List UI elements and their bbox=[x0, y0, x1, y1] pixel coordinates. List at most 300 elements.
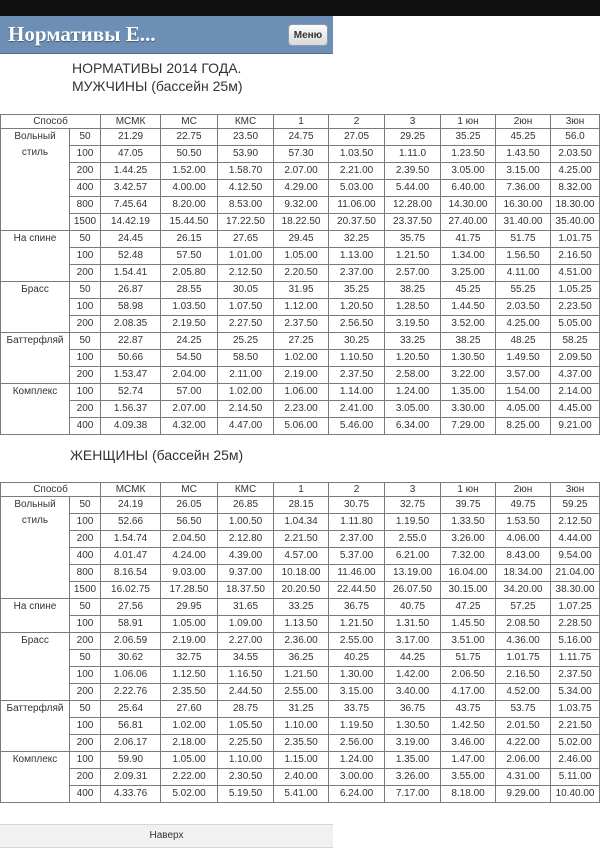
time-cell: 2.57.00 bbox=[385, 265, 441, 282]
table-row bbox=[1, 163, 600, 180]
stroke-name-cell: Баттерфляй bbox=[1, 333, 70, 384]
time-cell: 3.05.00 bbox=[441, 163, 496, 180]
time-cell: 1.05.50 bbox=[218, 718, 274, 735]
time-cell: 2.36.00 bbox=[274, 633, 329, 650]
time-cell: 2.06.59 bbox=[101, 633, 161, 650]
time-cell: 20.20.50 bbox=[274, 582, 329, 599]
time-cell: 2.37.00 bbox=[329, 531, 385, 548]
time-cell: 1.12.50 bbox=[161, 667, 218, 684]
time-cell: 2.06.00 bbox=[496, 752, 551, 769]
time-cell: 7.32.00 bbox=[441, 548, 496, 565]
time-cell: 24.19 bbox=[101, 497, 161, 514]
time-cell: 2.16.50 bbox=[496, 667, 551, 684]
app-header bbox=[0, 16, 333, 54]
time-cell: 28.75 bbox=[218, 701, 274, 718]
time-cell: 18.30.00 bbox=[551, 197, 600, 214]
time-cell: 38.25 bbox=[385, 282, 441, 299]
distance-cell: 100 bbox=[70, 384, 101, 401]
distance-cell: 200 bbox=[70, 265, 101, 282]
time-cell: 26.15 bbox=[161, 231, 218, 248]
stroke-name-cell: Баттерфляй bbox=[1, 701, 70, 752]
time-cell: 5.34.00 bbox=[551, 684, 600, 701]
table-row bbox=[1, 548, 600, 565]
time-cell: 1.07.25 bbox=[551, 599, 600, 616]
time-cell: 33.75 bbox=[329, 701, 385, 718]
time-cell: 31.95 bbox=[274, 282, 329, 299]
time-cell: 52.74 bbox=[101, 384, 161, 401]
time-cell: 2.44.50 bbox=[218, 684, 274, 701]
time-cell: 4.39.00 bbox=[218, 548, 274, 565]
column-header: 2 bbox=[329, 115, 385, 129]
time-cell: 1.53.47 bbox=[101, 367, 161, 384]
table-row bbox=[1, 214, 600, 231]
time-cell: 1.12.00 bbox=[274, 299, 329, 316]
time-cell: 1.14.00 bbox=[329, 384, 385, 401]
time-cell: 26.07.50 bbox=[385, 582, 441, 599]
table-row bbox=[1, 350, 600, 367]
time-cell: 2.27.00 bbox=[218, 633, 274, 650]
time-cell: 3.19.00 bbox=[385, 735, 441, 752]
time-cell: 1.10.50 bbox=[329, 350, 385, 367]
time-cell: 1.15.00 bbox=[274, 752, 329, 769]
time-cell: 16.04.00 bbox=[441, 565, 496, 582]
distance-cell: 100 bbox=[70, 350, 101, 367]
time-cell: 56.81 bbox=[101, 718, 161, 735]
time-cell: 30.05 bbox=[218, 282, 274, 299]
column-header: 1 юн bbox=[441, 115, 496, 129]
time-cell: 30.25 bbox=[329, 333, 385, 350]
time-cell: 45.25 bbox=[496, 129, 551, 146]
column-header: Способ bbox=[1, 483, 101, 497]
time-cell: 58.25 bbox=[551, 333, 600, 350]
time-cell: 2.21.50 bbox=[274, 531, 329, 548]
time-cell: 3.19.50 bbox=[385, 316, 441, 333]
time-cell: 2.41.00 bbox=[329, 401, 385, 418]
time-cell: 4.33.76 bbox=[101, 786, 161, 803]
time-cell: 1.30.00 bbox=[329, 667, 385, 684]
time-cell: 1.54.74 bbox=[101, 531, 161, 548]
time-cell: 2.21.00 bbox=[329, 163, 385, 180]
time-cell: 4.47.00 bbox=[218, 418, 274, 435]
time-cell: 1.03.50 bbox=[329, 146, 385, 163]
time-cell: 1.44.25 bbox=[101, 163, 161, 180]
time-cell: 36.25 bbox=[274, 650, 329, 667]
table-row bbox=[1, 599, 600, 616]
time-cell: 59.90 bbox=[101, 752, 161, 769]
time-cell: 3.00.00 bbox=[329, 769, 385, 786]
men-table-header bbox=[1, 115, 600, 129]
time-cell: 57.25 bbox=[496, 599, 551, 616]
time-cell: 7.36.00 bbox=[496, 180, 551, 197]
distance-cell: 400 bbox=[70, 418, 101, 435]
time-cell: 5.05.00 bbox=[551, 316, 600, 333]
time-cell: 2.19.00 bbox=[274, 367, 329, 384]
distance-cell: 50 bbox=[70, 701, 101, 718]
time-cell: 1.11.75 bbox=[551, 650, 600, 667]
time-cell: 1.42.50 bbox=[441, 718, 496, 735]
table-row bbox=[1, 684, 600, 701]
time-cell: 8.18.00 bbox=[441, 786, 496, 803]
time-cell: 2.23.00 bbox=[274, 401, 329, 418]
table-row bbox=[1, 786, 600, 803]
table-row bbox=[1, 769, 600, 786]
distance-cell: 100 bbox=[70, 248, 101, 265]
time-cell: 3.25.00 bbox=[441, 265, 496, 282]
column-header: КМС bbox=[218, 115, 274, 129]
time-cell: 29.95 bbox=[161, 599, 218, 616]
distance-cell: 800 bbox=[70, 197, 101, 214]
time-cell: 24.25 bbox=[161, 333, 218, 350]
table-row bbox=[1, 197, 600, 214]
time-cell: 3.46.00 bbox=[441, 735, 496, 752]
stroke-name-cell: Вольный стиль bbox=[1, 129, 70, 231]
time-cell: 1.10.00 bbox=[274, 718, 329, 735]
time-cell: 3.26.00 bbox=[441, 531, 496, 548]
time-cell: 24.75 bbox=[274, 129, 329, 146]
table-row bbox=[1, 752, 600, 769]
time-cell: 52.66 bbox=[101, 514, 161, 531]
time-cell: 1.23.50 bbox=[441, 146, 496, 163]
stroke-name-cell: На спине bbox=[1, 231, 70, 282]
time-cell: 2.55.00 bbox=[274, 684, 329, 701]
time-cell: 1.02.00 bbox=[218, 384, 274, 401]
time-cell: 2.05.80 bbox=[161, 265, 218, 282]
time-cell: 2.04.00 bbox=[161, 367, 218, 384]
time-cell: 32.75 bbox=[161, 650, 218, 667]
time-cell: 31.65 bbox=[218, 599, 274, 616]
time-cell: 4.09.38 bbox=[101, 418, 161, 435]
time-cell: 1.35.00 bbox=[441, 384, 496, 401]
time-cell: 4.29.00 bbox=[274, 180, 329, 197]
column-header: 3юн bbox=[551, 483, 600, 497]
time-cell: 15.44.50 bbox=[161, 214, 218, 231]
time-cell: 27.40.00 bbox=[441, 214, 496, 231]
time-cell: 4.52.00 bbox=[496, 684, 551, 701]
time-cell: 27.25 bbox=[274, 333, 329, 350]
time-cell: 1.30.50 bbox=[441, 350, 496, 367]
table-row bbox=[1, 384, 600, 401]
distance-cell: 100 bbox=[70, 752, 101, 769]
time-cell: 4.17.00 bbox=[441, 684, 496, 701]
time-cell: 4.45.00 bbox=[551, 401, 600, 418]
time-cell: 27.05 bbox=[329, 129, 385, 146]
time-cell: 3.30.00 bbox=[441, 401, 496, 418]
women-norms-table bbox=[0, 482, 600, 803]
column-header: 3 bbox=[385, 483, 441, 497]
time-cell: 2.19.50 bbox=[161, 316, 218, 333]
distance-cell: 50 bbox=[70, 333, 101, 350]
time-cell: 1.28.50 bbox=[385, 299, 441, 316]
page-title: Нормативы Е... bbox=[8, 22, 156, 46]
time-cell: 4.24.00 bbox=[161, 548, 218, 565]
time-cell: 53.90 bbox=[218, 146, 274, 163]
table-row bbox=[1, 650, 600, 667]
time-cell: 23.50 bbox=[218, 129, 274, 146]
time-cell: 2.18.00 bbox=[161, 735, 218, 752]
time-cell: 35.25 bbox=[329, 282, 385, 299]
time-cell: 4.05.00 bbox=[496, 401, 551, 418]
time-cell: 41.75 bbox=[441, 231, 496, 248]
time-cell: 20.37.50 bbox=[329, 214, 385, 231]
time-cell: 1.03.75 bbox=[551, 701, 600, 718]
time-cell: 51.75 bbox=[496, 231, 551, 248]
time-cell: 47.25 bbox=[441, 599, 496, 616]
time-cell: 58.98 bbox=[101, 299, 161, 316]
table-row bbox=[1, 497, 600, 514]
time-cell: 17.28.50 bbox=[161, 582, 218, 599]
time-cell: 3.05.00 bbox=[385, 401, 441, 418]
table-row bbox=[1, 735, 600, 752]
time-cell: 1.11.0 bbox=[385, 146, 441, 163]
table-row bbox=[1, 367, 600, 384]
time-cell: 1.24.00 bbox=[329, 752, 385, 769]
time-cell: 2.07.00 bbox=[161, 401, 218, 418]
time-cell: 1.31.50 bbox=[385, 616, 441, 633]
women-section-title: ЖЕНЩИНЫ (бассейн 25м) bbox=[70, 447, 244, 463]
time-cell: 1.44.50 bbox=[441, 299, 496, 316]
distance-cell: 50 bbox=[70, 599, 101, 616]
table-row bbox=[1, 146, 600, 163]
menu-button[interactable]: Меню bbox=[288, 24, 328, 46]
time-cell: 9.29.00 bbox=[496, 786, 551, 803]
time-cell: 1.05.25 bbox=[551, 282, 600, 299]
time-cell: 47.05 bbox=[101, 146, 161, 163]
time-cell: 6.21.00 bbox=[385, 548, 441, 565]
time-cell: 4.11.00 bbox=[496, 265, 551, 282]
table-row bbox=[1, 231, 600, 248]
time-cell: 39.75 bbox=[441, 497, 496, 514]
table-row bbox=[1, 531, 600, 548]
time-cell: 5.46.00 bbox=[329, 418, 385, 435]
time-cell: 57.50 bbox=[161, 248, 218, 265]
time-cell: 5.02.00 bbox=[161, 786, 218, 803]
table-row bbox=[1, 282, 600, 299]
time-cell: 2.37.50 bbox=[329, 367, 385, 384]
table-row bbox=[1, 265, 600, 282]
time-cell: 2.12.50 bbox=[218, 265, 274, 282]
distance-cell: 400 bbox=[70, 786, 101, 803]
time-cell: 28.15 bbox=[274, 497, 329, 514]
distance-cell: 200 bbox=[70, 633, 101, 650]
time-cell: 2.40.00 bbox=[274, 769, 329, 786]
time-cell: 59.25 bbox=[551, 497, 600, 514]
time-cell: 2.16.50 bbox=[551, 248, 600, 265]
time-cell: 35.25 bbox=[441, 129, 496, 146]
time-cell: 16.30.00 bbox=[496, 197, 551, 214]
distance-cell: 100 bbox=[70, 146, 101, 163]
time-cell: 44.25 bbox=[385, 650, 441, 667]
table-row bbox=[1, 616, 600, 633]
time-cell: 34.55 bbox=[218, 650, 274, 667]
time-cell: 3.26.00 bbox=[385, 769, 441, 786]
time-cell: 10.40.00 bbox=[551, 786, 600, 803]
time-cell: 43.75 bbox=[441, 701, 496, 718]
time-cell: 4.00.00 bbox=[161, 180, 218, 197]
time-cell: 1.02.00 bbox=[274, 350, 329, 367]
table-row bbox=[1, 401, 600, 418]
time-cell: 1.13.00 bbox=[329, 248, 385, 265]
time-cell: 33.25 bbox=[274, 599, 329, 616]
column-header: МСМК bbox=[101, 115, 161, 129]
time-cell: 56.50 bbox=[161, 514, 218, 531]
column-header: 2юн bbox=[496, 483, 551, 497]
time-cell: 1.13.50 bbox=[274, 616, 329, 633]
time-cell: 3.22.00 bbox=[441, 367, 496, 384]
time-cell: 56.0 bbox=[551, 129, 600, 146]
time-cell: 1.04.34 bbox=[274, 514, 329, 531]
time-cell: 4.25.00 bbox=[496, 316, 551, 333]
time-cell: 4.57.00 bbox=[274, 548, 329, 565]
time-cell: 33.25 bbox=[385, 333, 441, 350]
time-cell: 58.50 bbox=[218, 350, 274, 367]
time-cell: 35.40.00 bbox=[551, 214, 600, 231]
time-cell: 27.65 bbox=[218, 231, 274, 248]
time-cell: 1.19.50 bbox=[385, 514, 441, 531]
distance-cell: 200 bbox=[70, 316, 101, 333]
time-cell: 3.52.00 bbox=[441, 316, 496, 333]
table-row bbox=[1, 333, 600, 350]
time-cell: 1.58.70 bbox=[218, 163, 274, 180]
time-cell: 2.55.0 bbox=[385, 531, 441, 548]
time-cell: 2.19.00 bbox=[161, 633, 218, 650]
stroke-name-cell: На спине bbox=[1, 599, 70, 633]
table-row bbox=[1, 565, 600, 582]
time-cell: 26.87 bbox=[101, 282, 161, 299]
time-cell: 58.91 bbox=[101, 616, 161, 633]
time-cell: 3.57.00 bbox=[496, 367, 551, 384]
time-cell: 2.03.50 bbox=[551, 146, 600, 163]
time-cell: 50.50 bbox=[161, 146, 218, 163]
time-cell: 2.01.50 bbox=[496, 718, 551, 735]
time-cell: 4.31.00 bbox=[496, 769, 551, 786]
time-cell: 1.06.06 bbox=[101, 667, 161, 684]
time-cell: 1.09.00 bbox=[218, 616, 274, 633]
time-cell: 8.32.00 bbox=[551, 180, 600, 197]
column-header: 1 юн bbox=[441, 483, 496, 497]
time-cell: 8.20.00 bbox=[161, 197, 218, 214]
time-cell: 2.35.50 bbox=[274, 735, 329, 752]
time-cell: 1.45.50 bbox=[441, 616, 496, 633]
time-cell: 2.21.50 bbox=[551, 718, 600, 735]
time-cell: 4.44.00 bbox=[551, 531, 600, 548]
time-cell: 22.44.50 bbox=[329, 582, 385, 599]
time-cell: 26.85 bbox=[218, 497, 274, 514]
time-cell: 1.43.50 bbox=[496, 146, 551, 163]
time-cell: 11.06.00 bbox=[329, 197, 385, 214]
distance-cell: 50 bbox=[70, 650, 101, 667]
time-cell: 6.40.00 bbox=[441, 180, 496, 197]
table-row bbox=[1, 718, 600, 735]
time-cell: 1.20.50 bbox=[385, 350, 441, 367]
time-cell: 5.44.00 bbox=[385, 180, 441, 197]
time-cell: 31.40.00 bbox=[496, 214, 551, 231]
distance-cell: 100 bbox=[70, 616, 101, 633]
time-cell: 2.03.50 bbox=[496, 299, 551, 316]
distance-cell: 200 bbox=[70, 684, 101, 701]
time-cell: 9.03.00 bbox=[161, 565, 218, 582]
time-cell: 2.07.00 bbox=[274, 163, 329, 180]
time-cell: 2.08.35 bbox=[101, 316, 161, 333]
time-cell: 3.40.00 bbox=[385, 684, 441, 701]
time-cell: 21.29 bbox=[101, 129, 161, 146]
time-cell: 4.01.47 bbox=[101, 548, 161, 565]
system-status-bar bbox=[0, 0, 600, 16]
time-cell: 1.16.50 bbox=[218, 667, 274, 684]
time-cell: 26.05 bbox=[161, 497, 218, 514]
stroke-name-cell: Брасс bbox=[1, 633, 70, 701]
time-cell: 52.48 bbox=[101, 248, 161, 265]
time-cell: 55.25 bbox=[496, 282, 551, 299]
distance-cell: 1500 bbox=[70, 214, 101, 231]
time-cell: 4.32.00 bbox=[161, 418, 218, 435]
back-to-top-link[interactable]: Наверх bbox=[0, 824, 333, 848]
time-cell: 1.06.00 bbox=[274, 384, 329, 401]
time-cell: 40.75 bbox=[385, 599, 441, 616]
time-cell: 32.75 bbox=[385, 497, 441, 514]
time-cell: 2.23.50 bbox=[551, 299, 600, 316]
time-cell: 1.33.50 bbox=[441, 514, 496, 531]
column-header: КМС bbox=[218, 483, 274, 497]
time-cell: 1.54.00 bbox=[496, 384, 551, 401]
time-cell: 49.75 bbox=[496, 497, 551, 514]
time-cell: 34.20.00 bbox=[496, 582, 551, 599]
time-cell: 2.25.50 bbox=[218, 735, 274, 752]
distance-cell: 100 bbox=[70, 667, 101, 684]
time-cell: 2.28.50 bbox=[551, 616, 600, 633]
time-cell: 45.25 bbox=[441, 282, 496, 299]
time-cell: 2.09.31 bbox=[101, 769, 161, 786]
time-cell: 36.75 bbox=[329, 599, 385, 616]
time-cell: 1.05.00 bbox=[161, 752, 218, 769]
time-cell: 2.06.50 bbox=[441, 667, 496, 684]
men-title-line2: МУЖЧИНЫ (бассейн 25м) bbox=[72, 78, 243, 94]
time-cell: 5.02.00 bbox=[551, 735, 600, 752]
table-row bbox=[1, 701, 600, 718]
time-cell: 30.62 bbox=[101, 650, 161, 667]
time-cell: 5.03.00 bbox=[329, 180, 385, 197]
time-cell: 2.14.50 bbox=[218, 401, 274, 418]
women-table-header bbox=[1, 483, 600, 497]
time-cell: 7.45.64 bbox=[101, 197, 161, 214]
time-cell: 1.21.50 bbox=[385, 248, 441, 265]
time-cell: 1.35.00 bbox=[385, 752, 441, 769]
table-row bbox=[1, 582, 600, 599]
time-cell: 38.25 bbox=[441, 333, 496, 350]
time-cell: 29.25 bbox=[385, 129, 441, 146]
time-cell: 3.55.00 bbox=[441, 769, 496, 786]
time-cell: 1.01.75 bbox=[551, 231, 600, 248]
time-cell: 21.04.00 bbox=[551, 565, 600, 582]
time-cell: 5.37.00 bbox=[329, 548, 385, 565]
time-cell: 28.55 bbox=[161, 282, 218, 299]
distance-cell: 50 bbox=[70, 129, 101, 146]
distance-cell: 50 bbox=[70, 231, 101, 248]
table-row bbox=[1, 180, 600, 197]
time-cell: 10.18.00 bbox=[274, 565, 329, 582]
time-cell: 1.56.50 bbox=[496, 248, 551, 265]
time-cell: 11.46.00 bbox=[329, 565, 385, 582]
time-cell: 2.14.00 bbox=[551, 384, 600, 401]
time-cell: 4.12.50 bbox=[218, 180, 274, 197]
time-cell: 32.25 bbox=[329, 231, 385, 248]
stroke-name-cell: Комплекс bbox=[1, 384, 70, 435]
column-header: МС bbox=[161, 115, 218, 129]
time-cell: 1.11.80 bbox=[329, 514, 385, 531]
time-cell: 5.06.00 bbox=[274, 418, 329, 435]
time-cell: 1.03.50 bbox=[161, 299, 218, 316]
time-cell: 5.41.00 bbox=[274, 786, 329, 803]
distance-cell: 200 bbox=[70, 401, 101, 418]
